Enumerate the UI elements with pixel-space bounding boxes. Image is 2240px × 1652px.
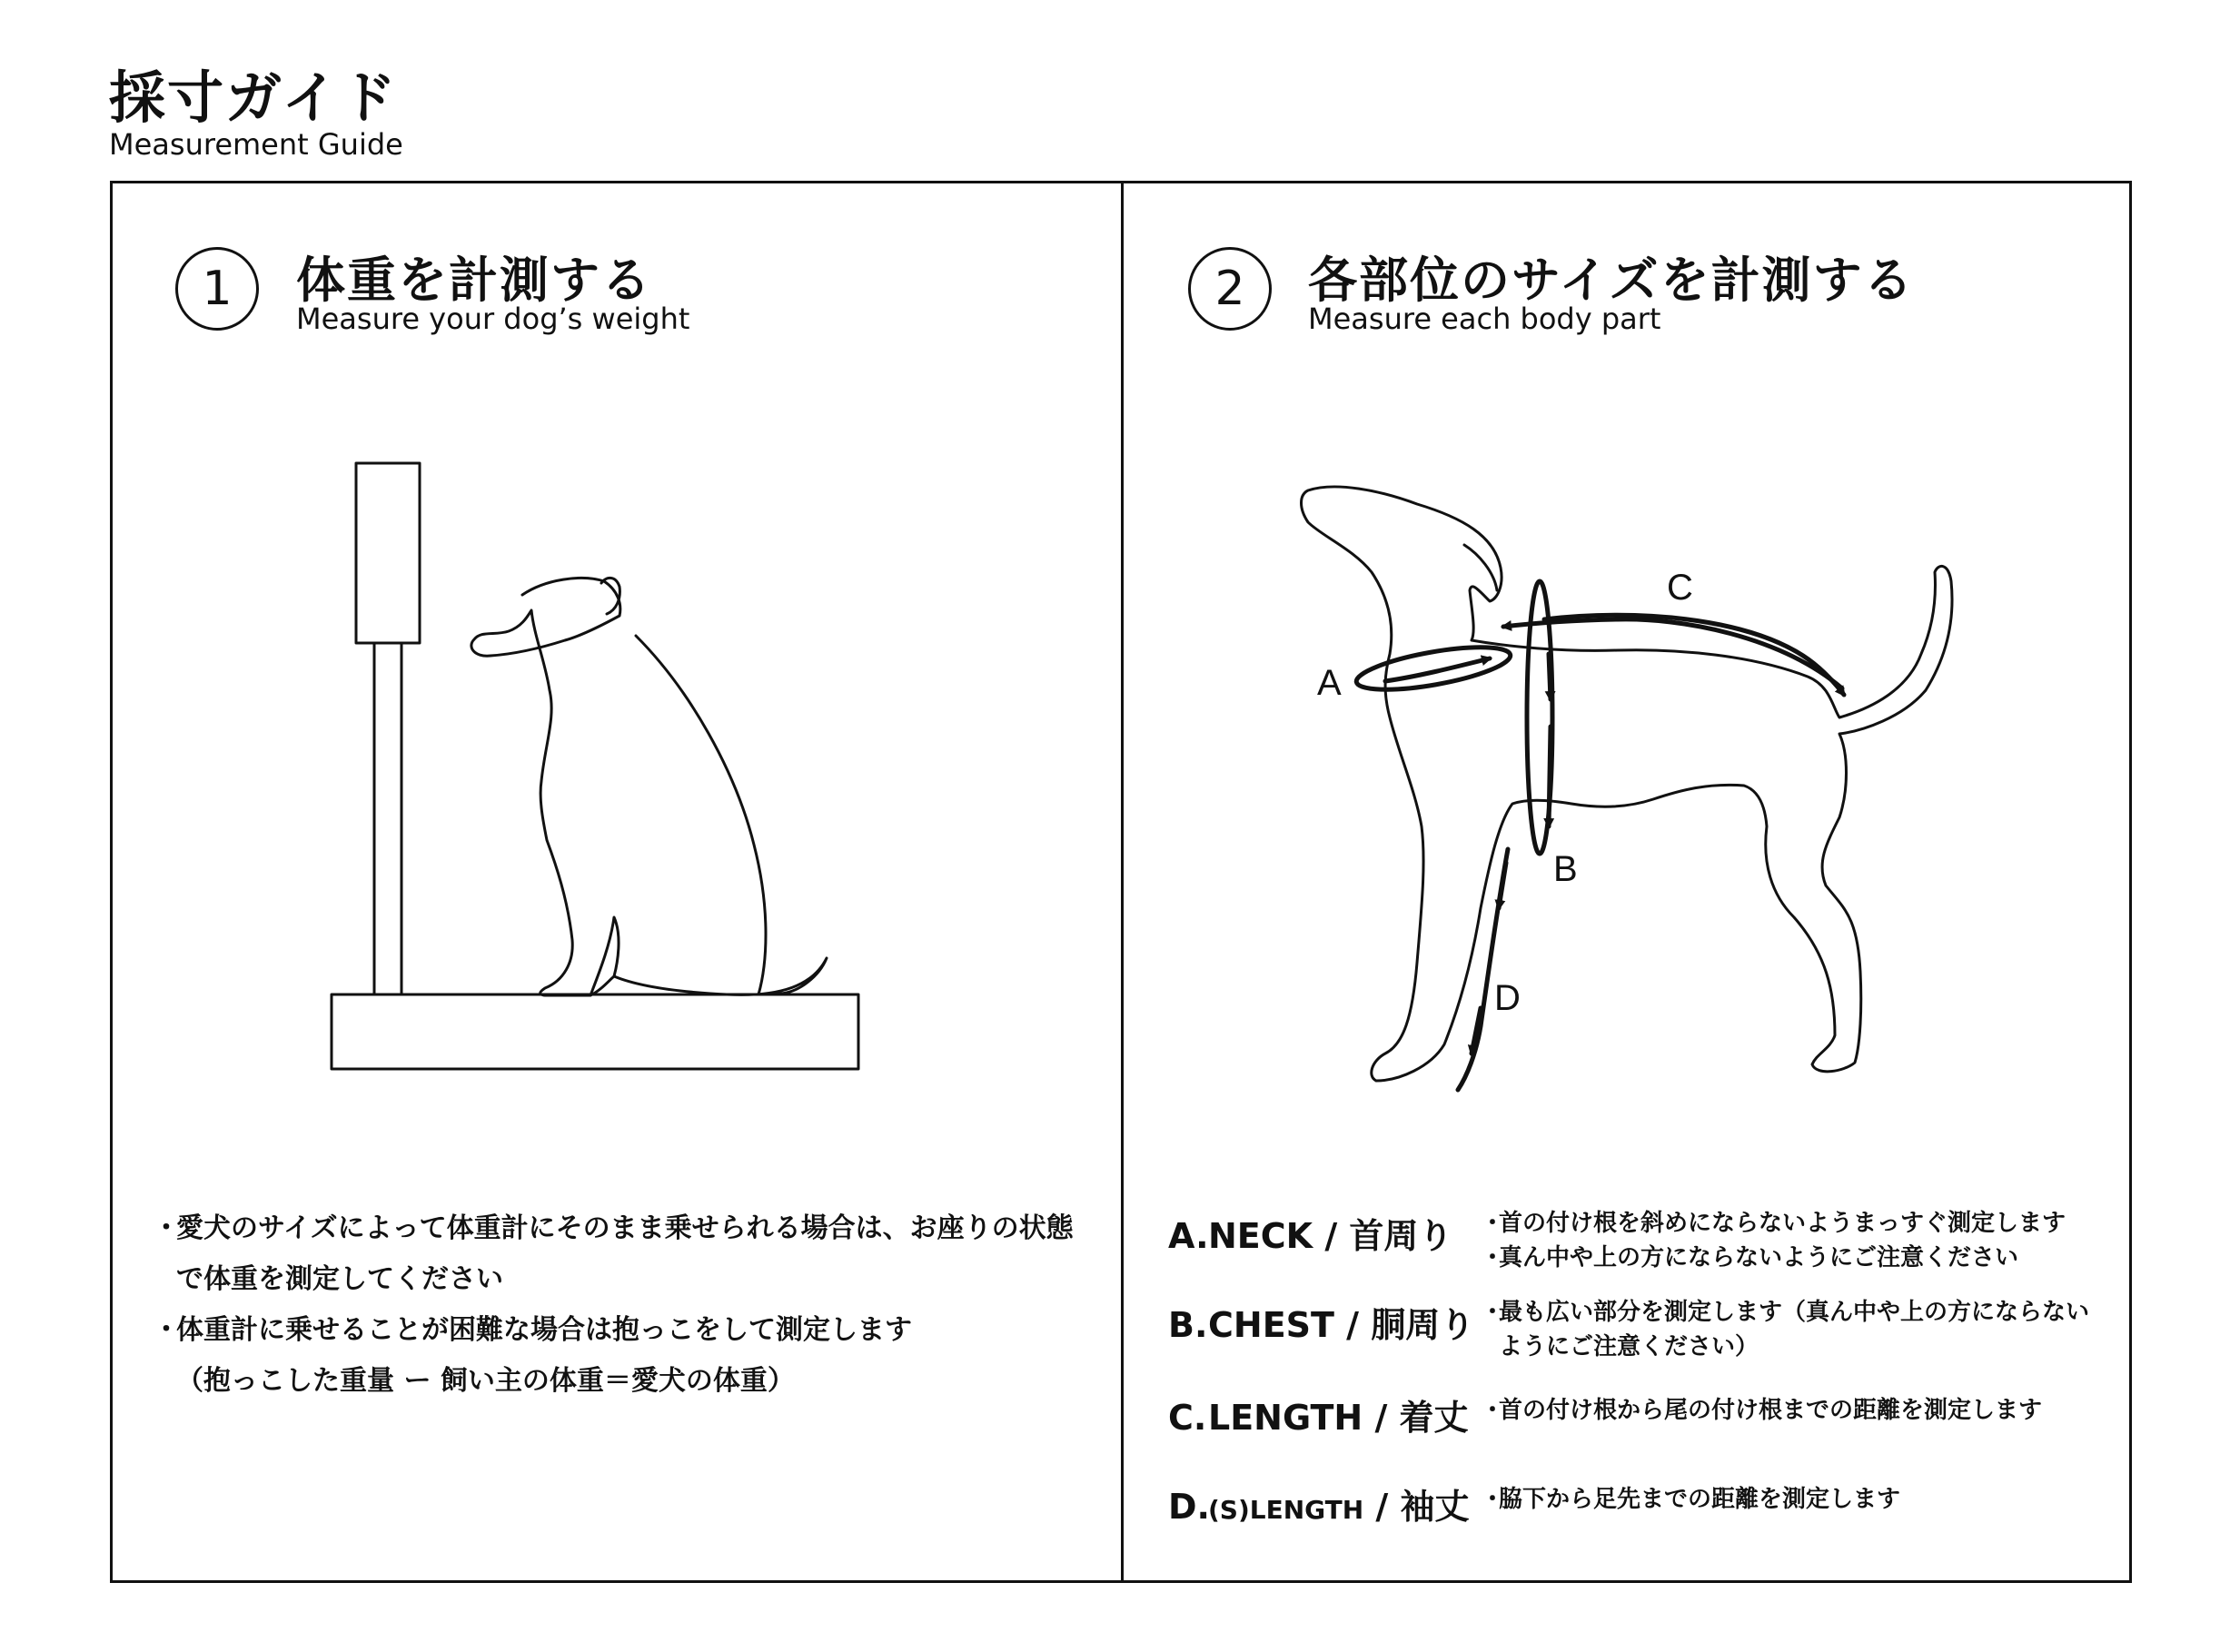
measure-sleeve-label: D.(S)LENGTH / 袖丈 [1168, 1487, 1470, 1527]
step-2-number: 2 [1188, 247, 1272, 331]
label-b: B [1553, 849, 1578, 889]
chest-arrow-down-2 [1549, 727, 1551, 826]
measure-length-label: C.LENGTH / 着丈 [1168, 1398, 1469, 1438]
page-subtitle: Measurement Guide [109, 127, 403, 162]
label-c: C [1667, 568, 1693, 608]
measure-sleeve-desc: ・ 脇下から足先までの距離を測定します [1481, 1486, 1901, 1513]
length-arrow-front [1503, 619, 1842, 688]
step-1-number: 1 [175, 247, 259, 331]
measure-chest-desc: ・ 最も広い部分を測定します（真ん中や上の方にならないようにご注意ください） [1481, 1299, 2090, 1360]
label-a: A [1317, 663, 1342, 703]
standing-dog-outline [1302, 487, 1953, 1081]
instruction-item: ・ 愛犬のサイズによって体重計にそのまま乗せられる場合は、お座りの状態で体重を測定してください [153, 1212, 1074, 1295]
page-title: 採寸ガイド [109, 64, 399, 131]
chest-arrow-down-1 [1549, 654, 1551, 699]
section1-title: 体重を計測する [296, 252, 652, 309]
dog-ear-2 [1464, 545, 1497, 590]
instruction-item: ・ 体重計に乗せることが困難な場合は抱っこをして測定します [153, 1314, 912, 1346]
section2-subtitle: Measure each body part [1308, 302, 1661, 336]
neck-measure-loop [1353, 638, 1513, 697]
section1-subtitle: Measure your dog’s weight [296, 302, 690, 336]
measure-chest-label: B.CHEST / 胴周り [1168, 1305, 1475, 1345]
instruction-note: （抱っこした重量 ー 飼い主の体重＝愛犬の体重） [176, 1365, 795, 1397]
measure-length-desc: ・ 首の付け根から尾の付け根までの距離を測定します [1481, 1397, 2043, 1424]
label-d: D [1494, 978, 1521, 1018]
section2-title: 各部位のサイズを計測する [1308, 252, 1915, 309]
measure-neck-desc: ・ 首の付け根を斜めにならないようまっすぐ測定します ・ 真ん中や上の方にならないようにご注意ください [1481, 1210, 2067, 1271]
measure-neck-label: A.NECK / 首周り [1168, 1216, 1453, 1256]
